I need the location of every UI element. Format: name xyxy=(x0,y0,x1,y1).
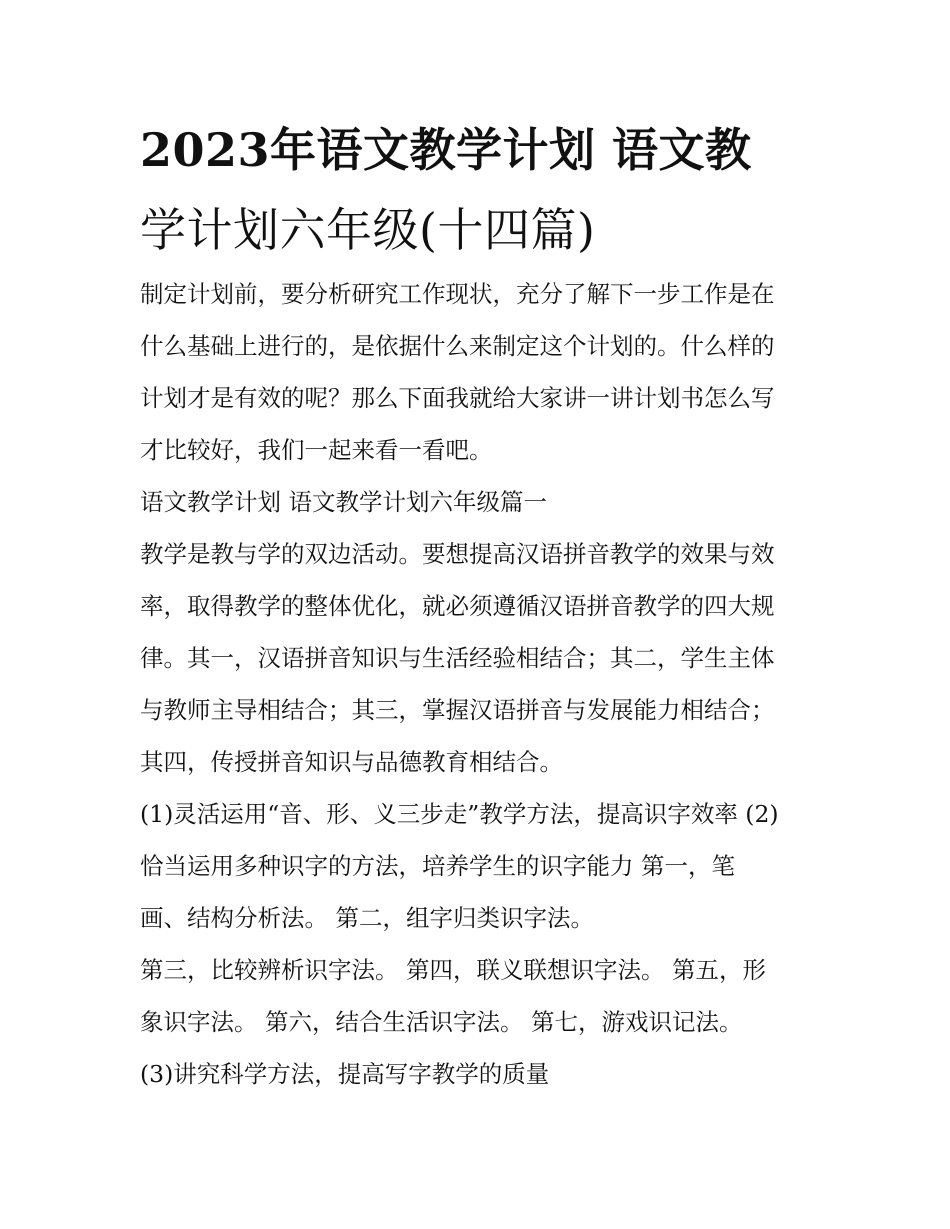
section-heading: 语文教学计划 语文教学计划六年级篇一 xyxy=(140,488,547,516)
intro-line: 什么基础上进行的，是依据什么来制定这个计划的。什么样的 xyxy=(140,332,775,360)
list-item-line: (3)讲究科学方法，提高写字教学的质量 xyxy=(140,1060,550,1088)
list-item-line: 恰当运用多种识字的方法，培养学生的识字能力 第一，笔 xyxy=(140,852,735,880)
list-item-line: 画、结构分析法。 第二，组字归类识字法。 xyxy=(140,904,594,932)
list-item-line: 象识字法。 第六，结合生活识字法。 第七，游戏识记法。 xyxy=(140,1008,743,1036)
title-line-1 xyxy=(140,123,752,177)
title-line-2: 学计划六年级(十四篇) xyxy=(140,203,596,257)
paragraph-line: 率，取得教学的整体优化，就必须遵循汉语拼音教学的四大规 xyxy=(140,592,775,620)
paragraph-line: 律。其一，汉语拼音知识与生活经验相结合；其二，学生主体 xyxy=(140,644,775,672)
title-line-1-rest: 年语文教学计划 语文教 xyxy=(270,123,752,177)
document-title xyxy=(140,110,820,270)
list-item-line: 第三，比较辨析识字法。 第四，联义联想识字法。 第五，形 xyxy=(140,956,766,984)
paragraph-line: 与教师主导相结合；其三，掌握汉语拼音与发展能力相结合； xyxy=(140,696,775,724)
intro-line: 制定计划前，要分析研究工作现状，充分了解下一步工作是在 xyxy=(140,280,775,308)
list-item-line: (1)灵活运用“音、形、义三步走”教学方法，提高识字效率 (2) xyxy=(140,800,779,828)
intro-line: 才比较好，我们一起来看一看吧。 xyxy=(140,436,493,464)
intro-line: 计划才是有效的呢？那么下面我就给大家讲一讲计划书怎么写 xyxy=(140,384,775,412)
title-year: 2023 xyxy=(140,123,271,177)
paragraph-line: 教学是教与学的双边活动。要想提高汉语拼音教学的效果与效 xyxy=(140,540,775,568)
document-body xyxy=(140,279,820,1111)
paragraph-line: 其四，传授拼音知识与品德教育相结合。 xyxy=(140,748,563,776)
